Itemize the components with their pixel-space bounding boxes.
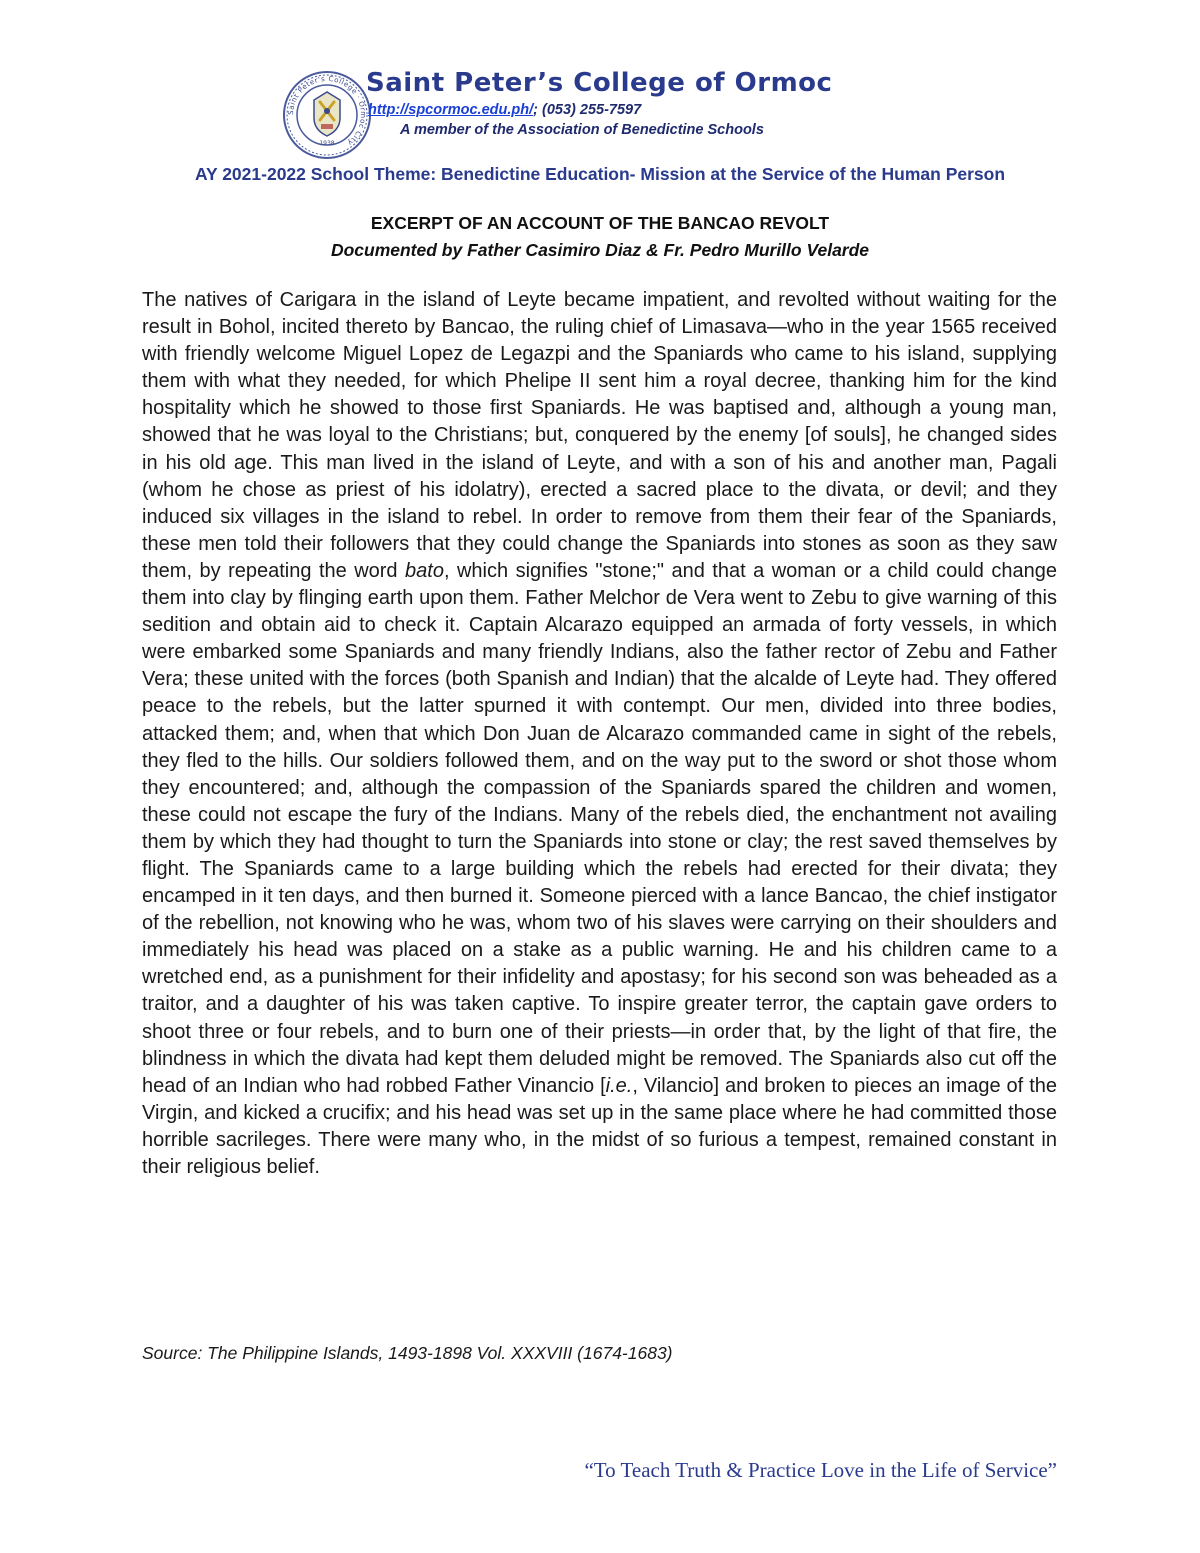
contact-line (368, 102, 641, 118)
source-citation: Source: The Philippine Islands, 1493-1898 Vol. XXXVIII (1674-1683) (142, 1343, 673, 1363)
body-text-part: , Vilancio] and broken to pieces an image of the Virgin, and kicked a crucifix; and his head was set up in the same place where he had committed those horrible sacrileges. There were many who, in the midst of so furious a tempest, remained constant in their religious belief. (142, 1074, 1057, 1178)
body-italic-term: bato (405, 559, 444, 582)
body-text-part: , which signifies "stone;" and that a woman or a child could change them into clay by flinging earth upon them. Father Melchor de Vera went to Zebu to give warning of this sedition and obtain aid to check it. Captain Alcarazo equipped an armada of forty vessels, in which were embarked some Spaniards and many friendly Indians, also the father rector of Zebu and Father Vera; these united with the forces (both Spanish and Indian) that the alcalde of Leyte had. They offered peace to the rebels, but the latter spurned it with contempt. Our men, divided into three bodies, attacked them; and, when that which Don Juan de Alcarazo commanded came in sight of the rebels, they fled to the hills. Our soldiers followed them, and on the way put to the sword or shot those whom they encountered; and, although the compassion of the Spaniards spared the children and women, these could not escape the fury of the Indians. Many of the rebels died, the enchantment not availing them by which they had thought to turn the Spaniards into stone or clay; the rest saved themselves by flight. The Spaniards came to a large building which the rebels had erected for their divata; they encamped in it ten days, and then burned it. Someone pierced with a lance Bancao, the chief instigator of the rebellion, not knowing who he was, whom two of his slaves were carrying on their shoulders and immediately his head was placed on a stake as a public warning. He and his children came to a wretched end, as a punishment for their infidelity and apostasy; for his second son was beheaded as a traitor, and a daughter of his was taken captive. To inspire greater terror, the captain gave orders to shoot three or four rebels, and to burn one of their priests—in order that, by the light of that fire, the blindness in which the divata had kept them deluded might be removed. The Spaniards also cut off the head of an Indian who had robbed Father Vinancio [ (142, 559, 1057, 1097)
school-seal-logo (282, 70, 372, 160)
body-italic-term: i.e. (605, 1074, 633, 1097)
phone-number: ; (053) 255-7597 (533, 102, 642, 118)
body-paragraph (142, 287, 1057, 1181)
document-title: EXCERPT OF AN ACCOUNT OF THE BANCAO REVOLT (370, 213, 830, 233)
document-subtitle: Documented by Father Casimiro Diaz & Fr. Pedro Murillo Velarde (330, 240, 870, 260)
school-theme: AY 2021-2022 School Theme: Benedictine Education- Mission at the Service of the Human Person (194, 164, 1006, 184)
letterhead (282, 68, 922, 168)
membership-line: A member of the Association of Benedictine Schools (400, 122, 764, 138)
svg-text:Saint Peter's College · Ormoc: Saint Peter's College · Ormoc City (286, 74, 368, 148)
body-text-part: The natives of Carigara in the island of Leyte became impatient, and revolted without waiting for the result in Bohol, incited thereto by Bancao, the ruling chief of Limasava—who in the year 1565 received with friendly welcome Miguel Lopez de Legazpi and the Spaniards who came to his island, supplying them with what they needed, for which Phelipe II sent him a royal decree, thanking him for the kind hospitality which he showed to those first Spaniards. He was baptised and, although a young man, showed that he was loyal to the Christians; but, conquered by the enemy [of souls], he changed sides in his old age. This man lived in the island of Leyte, and with a son of his and another man, Pagali (whom he chose as priest of his idolatry), erected a sacred place to the divata, or devil; and they induced six villages in the island to rebel. In order to remove from them their fear of the Spaniards, these men told their followers that they could change the Spaniards into stones as soon as they saw them, by repeating the word (142, 289, 1057, 582)
school-name: Saint Peter’s College of Ormoc (366, 68, 833, 98)
website-link[interactable]: http://spcormoc.edu.ph/ (368, 102, 534, 118)
svg-text:1938: 1938 (319, 140, 335, 147)
footer-motto: “To Teach Truth & Practice Love in the Life of Service” (584, 1458, 1057, 1482)
